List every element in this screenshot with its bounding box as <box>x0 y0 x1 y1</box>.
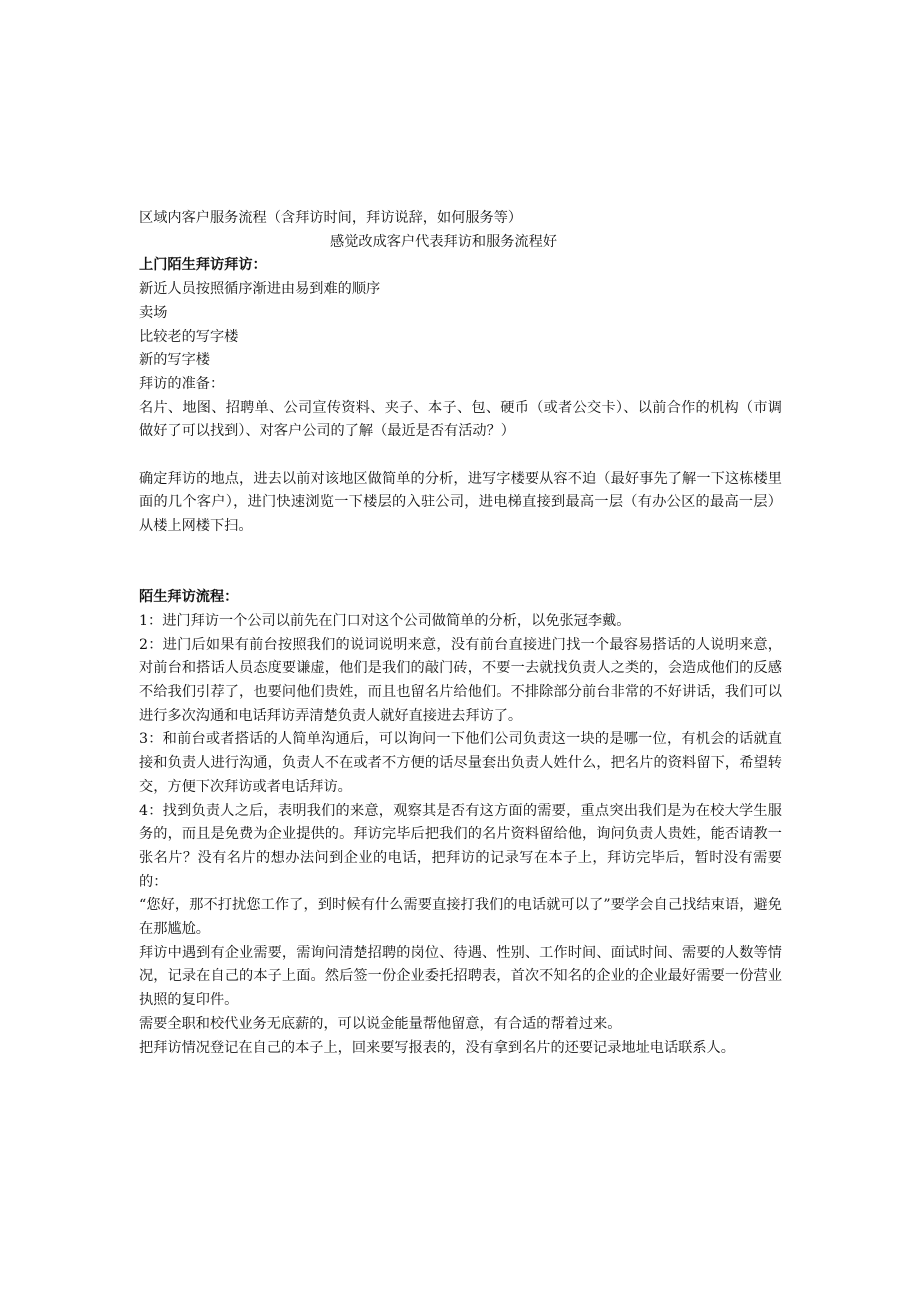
blank-line <box>139 444 782 468</box>
step-paragraph: 1：进门拜访一个公司以前先在门口对这个公司做简单的分析，以免张冠李戴。 <box>139 612 631 629</box>
section2-heading: 陌生拜访流程： <box>139 589 239 606</box>
step-paragraph: 3：和前台或者搭话的人简单沟通后，可以询问一下他们公司负责这一块的是哪一位，有机会的话就直接和负责人进行沟通，负责人不在或者不方便的话尽量套出负责人姓什么，把名片的资料留下，希望转交，方便下次拜访或者电话拜访。 <box>139 731 782 795</box>
blank-line <box>139 563 782 587</box>
section1-line: 卖场 <box>139 304 168 321</box>
fulltime-paragraph: 需要全职和校代业务无底薪的，可以说金能量帮他留意，有合适的帮着过来。 <box>139 1015 622 1032</box>
location-paragraph: 确定拜访的地点，进去以前对该地区做简单的分析，进写字楼要从容不迫（最好事先了解一下这栋楼里面的几个客户），进门快速浏览一下楼层的入驻公司，进电梯直接到最高一层（有办公区的最高一层）从楼上网楼下扫。 <box>139 470 782 535</box>
section1-line: 新近人员按照循序渐进由易到难的顺序 <box>139 281 381 298</box>
closing-remark-paragraph: “您好，那不打扰您工作了，到时候有什么需要直接打我们的电话就可以了”要学会自己找结束语，避免在那尴尬。 <box>139 897 782 938</box>
section1-line: 拜访的准备： <box>139 375 225 392</box>
section1-line: 新的写字楼 <box>139 352 210 369</box>
step-paragraph: 4：找到负责人之后，表明我们的来意，观察其是否有这方面的需要，重点突出我们是为在校大学生服务的，而且是免费为企业提供的。拜访完毕后把我们的名片资料留给他，询问负责人贵姓，能否请教一张名片？没有名片的想办法问到企业的电话，把拜访的记录写在本子上，拜访完毕后，暂时没有需要的： <box>139 802 782 890</box>
blank-line <box>139 539 782 563</box>
section1-heading: 上门陌生拜访拜访： <box>139 257 267 274</box>
document-body <box>139 207 782 1060</box>
document-subtitle: 感觉改成客户代表拜访和服务流程好 <box>330 233 558 250</box>
step-paragraph: 2：进门后如果有前台按照我们的说词说明来意，没有前台直接进门找一个最容易搭话的人说明来意，对前台和搭话人员态度要谦虚，他们是我们的敲门砖，不要一去就找负责人之类的，会造成他们的反感不给我们引荐了，也要问他们贵姓，而且也留名片给他们。不排除部分前台非常的不好讲话，我们可以进行多次沟通和电话拜访弄清楚负责人就好直接进去拜访了。 <box>139 636 782 724</box>
preparation-paragraph: 名片、地图、招聘单、公司宣传资料、夹子、本子、包、硬币（或者公交卡）、以前合作的机构（市调做好了可以找到）、对客户公司的了解（最近是否有活动？） <box>139 399 782 440</box>
requirement-paragraph: 拜访中遇到有企业需要，需询问清楚招聘的岗位、待遇、性别、工作时间、面试时间、需要的人数等情况，记录在自己的本子上面。然后签一份企业委托招聘表，首次不知名的企业的企业最好需要一份营业执照的复印件。 <box>139 944 782 1009</box>
document-title: 区域内客户服务流程（含拜访时间，拜访说辞，如何服务等） <box>139 210 523 226</box>
section1-line: 比较老的写字楼 <box>139 328 239 345</box>
record-paragraph: 把拜访情况登记在自己的本子上，回来要写报表的，没有拿到名片的还要记录地址电话联系人。 <box>139 1039 735 1056</box>
